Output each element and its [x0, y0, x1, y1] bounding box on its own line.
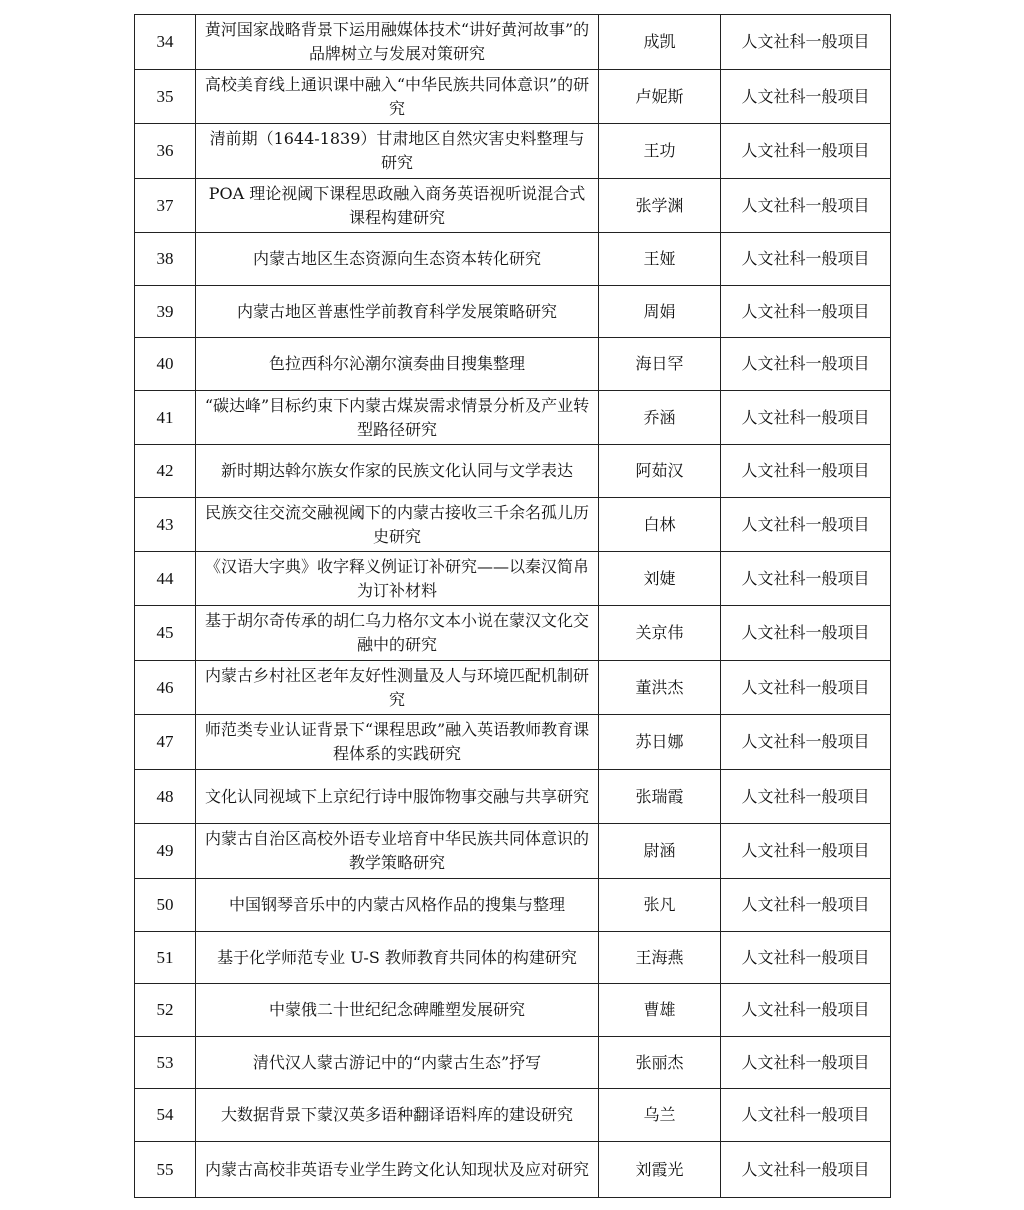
project-table	[134, 14, 891, 1198]
table-row	[135, 179, 891, 233]
project-title: 内蒙古地区普惠性学前教育科学发展策略研究	[196, 286, 599, 338]
project-leader: 乔涵	[599, 391, 721, 445]
project-title: 民族交往交流交融视阈下的内蒙古接收三千余名孤儿历史研究	[196, 498, 599, 552]
project-title: 大数据背景下蒙汉英多语种翻译语料库的建设研究	[196, 1089, 599, 1142]
row-number: 52	[135, 984, 196, 1037]
project-type: 人文社科一般项目	[721, 552, 891, 606]
project-leader: 海日罕	[599, 338, 721, 391]
project-type: 人文社科一般项目	[721, 391, 891, 445]
project-leader: 张学渊	[599, 179, 721, 233]
table-row	[135, 15, 891, 70]
project-leader: 王海燕	[599, 932, 721, 984]
table-row	[135, 286, 891, 338]
project-type: 人文社科一般项目	[721, 15, 891, 70]
project-leader: 刘霞光	[599, 1142, 721, 1198]
row-number: 37	[135, 179, 196, 233]
project-leader: 张丽杰	[599, 1037, 721, 1089]
project-leader: 苏日娜	[599, 715, 721, 770]
table-row	[135, 124, 891, 179]
row-number: 45	[135, 606, 196, 661]
table-row	[135, 498, 891, 552]
project-leader: 张瑞霞	[599, 770, 721, 824]
project-type: 人文社科一般项目	[721, 1089, 891, 1142]
project-leader: 王功	[599, 124, 721, 179]
project-type: 人文社科一般项目	[721, 338, 891, 391]
table-row	[135, 984, 891, 1037]
row-number: 51	[135, 932, 196, 984]
project-type: 人文社科一般项目	[721, 179, 891, 233]
project-type: 人文社科一般项目	[721, 879, 891, 932]
table-row	[135, 391, 891, 445]
table-row	[135, 445, 891, 498]
project-leader: 曹雄	[599, 984, 721, 1037]
project-title: “碳达峰”目标约束下内蒙古煤炭需求情景分析及产业转型路径研究	[196, 391, 599, 445]
row-number: 42	[135, 445, 196, 498]
row-number: 35	[135, 70, 196, 124]
row-number: 38	[135, 233, 196, 286]
project-type: 人文社科一般项目	[721, 286, 891, 338]
project-title: 文化认同视域下上京纪行诗中服饰物事交融与共享研究	[196, 770, 599, 824]
project-title: 《汉语大字典》收字释义例证订补研究——以秦汉简帛为订补材料	[196, 552, 599, 606]
row-number: 48	[135, 770, 196, 824]
project-title: 内蒙古乡村社区老年友好性测量及人与环境匹配机制研究	[196, 661, 599, 715]
row-number: 40	[135, 338, 196, 391]
project-leader: 成凯	[599, 15, 721, 70]
project-leader: 尉涵	[599, 824, 721, 879]
project-type: 人文社科一般项目	[721, 233, 891, 286]
row-number: 53	[135, 1037, 196, 1089]
project-title: 清前期（1644-1839）甘肃地区自然灾害史料整理与研究	[196, 124, 599, 179]
table-row	[135, 233, 891, 286]
project-leader: 关京伟	[599, 606, 721, 661]
table-row	[135, 1089, 891, 1142]
row-number: 34	[135, 15, 196, 70]
row-number: 46	[135, 661, 196, 715]
table-row	[135, 70, 891, 124]
project-title: 内蒙古自治区高校外语专业培育中华民族共同体意识的教学策略研究	[196, 824, 599, 879]
table-row	[135, 1142, 891, 1198]
project-leader: 卢妮斯	[599, 70, 721, 124]
table-row	[135, 770, 891, 824]
project-title: 高校美育线上通识课中融入“中华民族共同体意识”的研究	[196, 70, 599, 124]
project-title: 中蒙俄二十世纪纪念碑雕塑发展研究	[196, 984, 599, 1037]
project-leader: 张凡	[599, 879, 721, 932]
row-number: 44	[135, 552, 196, 606]
table-row	[135, 552, 891, 606]
row-number: 39	[135, 286, 196, 338]
project-title: 中国钢琴音乐中的内蒙古风格作品的搜集与整理	[196, 879, 599, 932]
project-title: 内蒙古高校非英语专业学生跨文化认知现状及应对研究	[196, 1142, 599, 1198]
row-number: 47	[135, 715, 196, 770]
project-title: 基于化学师范专业 U-S 教师教育共同体的构建研究	[196, 932, 599, 984]
project-type: 人文社科一般项目	[721, 770, 891, 824]
project-type: 人文社科一般项目	[721, 824, 891, 879]
table-row	[135, 606, 891, 661]
project-title: 师范类专业认证背景下“课程思政”融入英语教师教育课程体系的实践研究	[196, 715, 599, 770]
project-title: 黄河国家战略背景下运用融媒体技术“讲好黄河故事”的品牌树立与发展对策研究	[196, 15, 599, 70]
project-title: 色拉西科尔沁潮尔演奏曲目搜集整理	[196, 338, 599, 391]
table-row	[135, 932, 891, 984]
project-type: 人文社科一般项目	[721, 1037, 891, 1089]
row-number: 55	[135, 1142, 196, 1198]
project-leader: 董洪杰	[599, 661, 721, 715]
table-row	[135, 1037, 891, 1089]
table-row	[135, 338, 891, 391]
project-type: 人文社科一般项目	[721, 1142, 891, 1198]
project-title: 内蒙古地区生态资源向生态资本转化研究	[196, 233, 599, 286]
project-type: 人文社科一般项目	[721, 498, 891, 552]
project-type: 人文社科一般项目	[721, 124, 891, 179]
project-type: 人文社科一般项目	[721, 984, 891, 1037]
row-number: 54	[135, 1089, 196, 1142]
table-row	[135, 879, 891, 932]
project-leader: 刘婕	[599, 552, 721, 606]
project-leader: 乌兰	[599, 1089, 721, 1142]
table-row	[135, 824, 891, 879]
project-type: 人文社科一般项目	[721, 70, 891, 124]
project-type: 人文社科一般项目	[721, 932, 891, 984]
row-number: 50	[135, 879, 196, 932]
project-leader: 周娟	[599, 286, 721, 338]
project-type: 人文社科一般项目	[721, 715, 891, 770]
row-number: 43	[135, 498, 196, 552]
row-number: 49	[135, 824, 196, 879]
project-leader: 阿茹汉	[599, 445, 721, 498]
project-title: 新时期达斡尔族女作家的民族文化认同与文学表达	[196, 445, 599, 498]
project-type: 人文社科一般项目	[721, 606, 891, 661]
project-leader: 王娅	[599, 233, 721, 286]
table-row	[135, 715, 891, 770]
row-number: 41	[135, 391, 196, 445]
project-title: POA 理论视阈下课程思政融入商务英语视听说混合式课程构建研究	[196, 179, 599, 233]
project-type: 人文社科一般项目	[721, 661, 891, 715]
row-number: 36	[135, 124, 196, 179]
project-type: 人文社科一般项目	[721, 445, 891, 498]
project-title: 清代汉人蒙古游记中的“内蒙古生态”抒写	[196, 1037, 599, 1089]
project-leader: 白林	[599, 498, 721, 552]
table-row	[135, 661, 891, 715]
project-title: 基于胡尔奇传承的胡仁乌力格尔文本小说在蒙汉文化交融中的研究	[196, 606, 599, 661]
